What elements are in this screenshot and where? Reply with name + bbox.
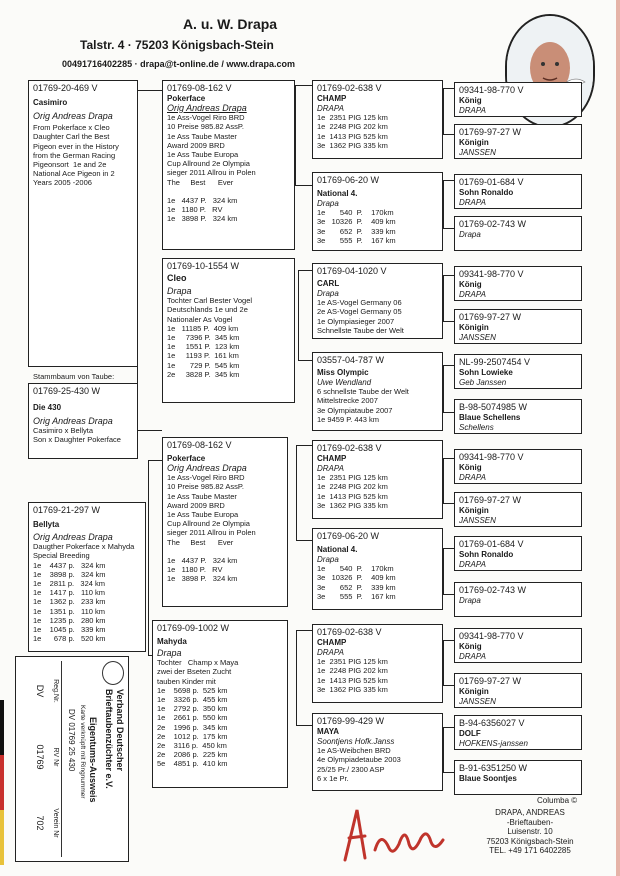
connector [443, 772, 454, 773]
pigeon-origin: Soontjens Hofk.Janss [317, 736, 395, 746]
pigeon-name: König [459, 463, 482, 472]
pigeon-card-gen4 [454, 82, 582, 117]
pigeon-card-gen4 [454, 174, 582, 209]
ownership-card-inner [16, 657, 128, 861]
flag-stripe-gold [0, 810, 4, 865]
card-org-line1: Verband Deutscher [115, 689, 125, 772]
pigeon-origin: Orig Andreas Drapa [167, 462, 247, 473]
connector [443, 458, 454, 459]
pigeon-card-gen3-6 [312, 528, 443, 610]
card-table [21, 661, 62, 857]
pigeon-card-gen4 [454, 628, 582, 663]
connector [296, 630, 312, 631]
connector [295, 185, 312, 186]
pigeon-card-gen4 [454, 715, 582, 750]
pigeon-card-gen3-1 [312, 80, 443, 159]
pigeon-origin: Drapa [317, 554, 339, 564]
ring-number: 01769-02-638 V [317, 83, 382, 93]
ring-number: 01769-02-638 V [317, 627, 382, 637]
pigeon-card-gen4 [454, 354, 582, 389]
flag-stripe-red [0, 755, 4, 810]
ring-number: 01769-01-684 V [459, 539, 524, 549]
ring-number: 01769-20-469 V [33, 83, 98, 93]
ring-number: 01769-08-162 V [167, 440, 232, 450]
ring-number: 01769-21-297 W [33, 505, 101, 515]
pigeon-card-gen3-2 [312, 172, 443, 251]
connector [443, 88, 454, 89]
connector [443, 640, 454, 641]
pigeon-name: Pokerface [167, 94, 206, 103]
pigeon-card-gen2-3 [162, 437, 288, 607]
pigeon-card-gen2-4 [152, 620, 288, 788]
connector [137, 430, 162, 431]
ring-number: 09341-98-770 V [459, 85, 524, 95]
connector [443, 458, 444, 503]
pigeon-notes: 6 schnellste Taube der Welt Mittelstrecke 2007 3e Olympiataube 2007 1e 9459 P. 443 km [317, 387, 409, 424]
pigeon-card-gen3-8 [312, 713, 443, 791]
ring-number: 09341-98-770 V [459, 631, 524, 641]
connector [443, 228, 454, 229]
pigeon-card-gen2-2 [162, 258, 295, 403]
ring-number: B-91-6351250 W [459, 763, 528, 773]
card-col-value: 01769 [35, 744, 45, 770]
connector [296, 540, 312, 541]
pigeon-origin: Orig Andreas Drapa [33, 415, 113, 426]
stamp-line: DRAPA, ANDREAS [495, 808, 565, 817]
connector [443, 503, 454, 504]
connector [443, 365, 444, 412]
connector [443, 640, 444, 685]
header-contact: 00491716402285 · drapa@t-online.de / www.drapa.com [62, 59, 296, 69]
page-edge-tint [616, 0, 620, 876]
pigeon-name: Miss Olympic [317, 368, 369, 377]
pigeon-name: Sohn Ronaldo [459, 550, 514, 559]
connector [298, 270, 312, 271]
pigeon-origin: Drapa [157, 647, 182, 658]
pigeon-origin: JANSSEN [459, 515, 496, 525]
pigeon-name: Casimiro [33, 98, 68, 107]
pigeon-name: Mahyda [157, 637, 187, 646]
connector [443, 548, 454, 549]
pigeon-notes: 1e 2351 PIG 125 km 1e 2248 PIG 202 km 1e 1413 PIG 525 km 3e 1362 PIG 335 km [317, 657, 388, 694]
pigeon-name: National 4. [317, 545, 358, 554]
connector [298, 270, 299, 360]
pigeon-name: MAYA [317, 727, 340, 736]
connector [148, 460, 162, 461]
ring-number: 01769-06-20 W [317, 531, 380, 541]
pigeon-name: König [459, 280, 482, 289]
pigeon-origin: Schellens [459, 422, 494, 432]
pigeon-card-sire [28, 80, 138, 367]
header-address: Talstr. 4 · 75203 Königsbach-Stein [80, 38, 274, 52]
pigeon-name: König [459, 96, 482, 105]
pigeon-name: Pokerface [167, 454, 206, 463]
pigeon-card-gen2-1 [162, 80, 295, 250]
pigeon-card-gen3-5 [312, 440, 443, 519]
ring-number: B-94-6356027 V [459, 718, 525, 728]
pigeon-origin: DRAPA [459, 472, 486, 482]
ownership-card [15, 656, 129, 862]
pigeon-notes: From Pokerface x Cleo Daughter Carl the Best Pigeon ever in the History from the German Racing Pigeonsort 1e and 2e National Ace Pigeon in 2 Years 2005 -2006 [33, 123, 119, 188]
page-title: A. u. W. Drapa [182, 16, 278, 32]
ring-number: 09341-98-770 V [459, 269, 524, 279]
pigeon-card-gen4 [454, 124, 582, 159]
connector [443, 88, 444, 134]
pigeon-notes: Casimiro x Bellyta Son x Daughter Pokerface [33, 426, 121, 445]
pigeon-origin: Drapa [317, 198, 339, 208]
pigeon-card-gen4 [454, 760, 582, 795]
connector [443, 727, 454, 728]
pigeon-notes: 1e AS-Weibchen BRD 4e Olympiadetaube 2003 25/25 Pr./ 2300 ASP 6 x 1e Pr. [317, 746, 401, 783]
connector [443, 727, 444, 772]
pigeon-origin: DRAPA [459, 105, 486, 115]
ring-number: 01769-08-162 V [167, 83, 232, 93]
pigeon-notes: Tochter Carl Bester Vogel Deutschlands 1e und 2e Nationaler As Vogel 1e 11185 P. 409 km 1e 7396 P. 345 km 1e 1551 P. 123 km 1e 1193 P. 161 km 1e 729 P. 545 km 2e 3828 P. 345 km [167, 296, 253, 379]
pigeon-name: CARL [317, 279, 340, 288]
pigeon-origin: DRAPA [459, 559, 486, 569]
ring-number: 01769-02-638 V [317, 443, 382, 453]
ring-number: 01769-97-27 W [459, 676, 522, 686]
pigeon-origin: JANSSEN [459, 696, 496, 706]
pigeon-card-gen3-3 [312, 263, 443, 339]
connector [443, 321, 454, 322]
ring-number: 01769-97-27 W [459, 127, 522, 137]
signature [335, 800, 465, 870]
stamp-line: TEL. +49 171 6402285 [489, 846, 571, 855]
connector [443, 180, 444, 228]
pigeon-notes: Daugther Pokerface x Mahyda Special Breeding 1e 4437 p. 324 km 1e 3898 p. 324 km 1e 2811 p. 324 km 1e 1417 p. 110 km 1e 1362 p. 233 km 1e 1351 p. 110 km 1e 1235 p. 280 km 1e 1045 p. 339 km 1e 678 p. 520 km [33, 542, 135, 644]
pigeon-name: CHAMP [317, 638, 347, 647]
pigeon-origin: JANSSEN [459, 332, 496, 342]
connector [137, 90, 162, 91]
pigeon-origin: Drapa [167, 285, 192, 296]
pigeon-card-gen4 [454, 582, 582, 617]
pigeon-notes: 1e Ass-Vogel Riro BRD 10 Preise 985.82 AssP. 1e Ass Taube Master Award 2009 BRD 1e Ass Taube Europa Cup Allround 2e Olympia sieger 2011 Allrou in Polen The Best Ever 1e 4437 P. 324 km 1e 1180 P. RV 1e 3898 P. 324 km [167, 113, 256, 224]
pigeon-notes: 1e 540 P. 170km 3e 10326 P. 409 km 3e 652 P. 339 km 3e 555 P. 167 km [317, 564, 396, 601]
ring-number: 01769-10-1554 W [167, 261, 240, 271]
pigeon-name: Königin [459, 506, 489, 515]
pigeon-card-gen3-7 [312, 624, 443, 703]
connector [295, 85, 312, 86]
pigeon-name: Sohn Ronaldo [459, 188, 514, 197]
connector [443, 180, 454, 181]
ring-number: 01769-01-684 V [459, 177, 524, 187]
ring-number: 03557-04-787 W [317, 355, 385, 365]
pigeon-card-gen4 [454, 266, 582, 301]
ring-number: 01769-06-20 W [317, 175, 380, 185]
connector [443, 685, 454, 686]
pigeon-origin: Drapa [317, 288, 339, 298]
ring-number: NL-99-2507454 V [459, 357, 531, 367]
connector [443, 134, 454, 135]
pigeon-origin: Drapa [459, 230, 481, 239]
ring-number: 01769-09-1002 W [157, 623, 230, 633]
ring-number: 01769-02-743 W [459, 585, 527, 595]
connector [296, 445, 312, 446]
pigeon-origin: DRAPA [317, 103, 344, 113]
pigeon-origin: HOFKENS-janssen [459, 738, 528, 748]
pigeon-notes: 1e 2351 PIG 125 km 1e 2248 PIG 202 km 1e 1413 PIG 525 km 3e 1362 PIG 335 km [317, 473, 388, 510]
pigeon-name: Königin [459, 138, 489, 147]
vdb-logo-icon [102, 661, 124, 685]
stamp-line: Luisenstr. 10 [507, 827, 553, 836]
pigeon-card-gen4 [454, 309, 582, 344]
pigeon-card-subject [28, 383, 138, 459]
card-col-label: Verein Nr [52, 808, 59, 838]
connector [298, 360, 312, 361]
pigeon-name: National 4. [317, 189, 358, 198]
pigeon-name: Blaue Schellens [459, 413, 521, 422]
pigeon-notes: Tochter Champ x Maya zwei der Bseten Zucht tauben Kinder mit 1e 5698 p. 525 km 1e 3326 p. 455 km 1e 2792 p. 350 km 1e 2661 p. 550 km 2e 1996 p. 345 km 2e 1012 p. 175 km 2e 3116 p. 450 km 2e 2086 p. 225 km 5e 4851 p. 410 km [157, 658, 239, 769]
ring-number: 01769-04-1020 V [317, 266, 387, 276]
ring-number: B-98-5074985 W [459, 402, 528, 412]
card-subtitle: Karte verknüpft mit Ringnummer [79, 705, 86, 799]
ring-number: 01769-02-743 W [459, 219, 527, 229]
pedigree-label: Stammbaum von Taube: [33, 372, 115, 381]
stamp-line: 75203 Königsbach-Stein [486, 836, 574, 846]
pigeon-origin: DRAPA [459, 289, 486, 299]
ring-number: 01769-97-27 W [459, 312, 522, 322]
ring-number: 09341-98-770 V [459, 452, 524, 462]
connector [296, 630, 297, 725]
pigeon-card-gen3-4 [312, 352, 443, 431]
pigeon-card-dam [28, 502, 146, 652]
pigeon-notes: 1e 2351 PIG 125 km 1e 2248 PIG 202 km 1e 1413 PIG 525 km 3e 1362 PIG 335 km [317, 113, 388, 150]
pigeon-card-gen4 [454, 536, 582, 571]
pigeon-origin: DRAPA [459, 651, 486, 661]
connector [443, 548, 444, 594]
connector [296, 445, 297, 540]
connector [443, 594, 454, 595]
pigeon-card-gen4 [454, 399, 582, 434]
flag-stripe-black [0, 700, 4, 755]
pigeon-name: Königin [459, 687, 489, 696]
pigeon-origin: Orig Andreas Drapa [33, 110, 113, 121]
pigeon-origin: Uwe Wendland [317, 377, 372, 387]
connector [148, 460, 149, 655]
connector [296, 725, 312, 726]
pigeon-origin: DRAPA [459, 197, 486, 207]
connector [443, 412, 454, 413]
pigeon-origin: Orig Andreas Drapa [33, 531, 113, 542]
card-col-label: RV Nr [52, 747, 59, 767]
pigeon-origin: Orig Andreas Drapa [167, 102, 247, 113]
pigeon-name: Königin [459, 323, 489, 332]
card-ring-number: DV 01769 25 430 [67, 709, 76, 772]
copyright-text: Columba © [537, 796, 578, 805]
pigeon-card-gen4 [454, 492, 582, 527]
connector [443, 275, 444, 321]
pigeon-name: CHAMP [317, 454, 347, 463]
connector [443, 365, 454, 366]
pigeon-origin: DRAPA [317, 647, 344, 657]
ring-number: 01769-99-429 W [317, 716, 385, 726]
pigeon-notes: 1e 540 P. 170km 3e 10326 P. 409 km 3e 652 P. 339 km 3e 555 P. 167 km [317, 208, 396, 245]
ring-number: 01769-25-430 W [33, 386, 101, 396]
pigeon-card-gen4 [454, 673, 582, 708]
pigeon-name: DOLF [459, 729, 481, 738]
connector [443, 275, 454, 276]
pigeon-origin: Drapa [459, 596, 481, 605]
pigeon-name: Bellyta [33, 520, 60, 529]
connector [295, 85, 296, 185]
stamp-line: -Brieftauben- [506, 817, 554, 827]
pigeon-notes: 1e Ass-Vogel Riro BRD 10 Preise 985.82 AssP. 1e Ass Taube Master Award 2009 BRD 1e Ass Taube Europa Cup Allround 2e Olympia sieger 2011 Allrou in Polen The Best Ever 1e 4437 P. 324 km 1e 1180 P. RV 1e 3898 P. 324 km [167, 473, 256, 584]
pigeon-notes: 1e AS-Vogel Germany 06 2e AS-Vogel Germany 05 1e Olympiasieger 2007 Schnellste Taube der Welt [317, 298, 404, 335]
pigeon-origin: DRAPA [317, 463, 344, 473]
pigeon-origin: Geb Janssen [459, 377, 507, 387]
card-col-value: 702 [35, 815, 45, 831]
pigeon-name: Blaue Soontjes [459, 774, 517, 783]
pigeon-name: König [459, 642, 482, 651]
card-col-label: Reg.Nr. [52, 679, 59, 703]
pigeon-card-gen4 [454, 449, 582, 484]
pigeon-name: Die 430 [33, 403, 62, 412]
pigeon-name: CHAMP [317, 94, 347, 103]
card-title: Eigentums-Ausweis [88, 717, 98, 803]
pigeon-name: Sohn Lowieke [459, 368, 513, 377]
ring-number: 01769-97-27 W [459, 495, 522, 505]
breeder-stamp [480, 808, 580, 856]
pigeon-name: Cleo [167, 273, 187, 283]
pigeon-origin: JANSSEN [459, 147, 496, 157]
card-org-line2: Brieftaubenzüchter e.V. [104, 689, 114, 789]
card-col-value: DV [35, 684, 45, 698]
pigeon-card-gen4 [454, 216, 582, 251]
